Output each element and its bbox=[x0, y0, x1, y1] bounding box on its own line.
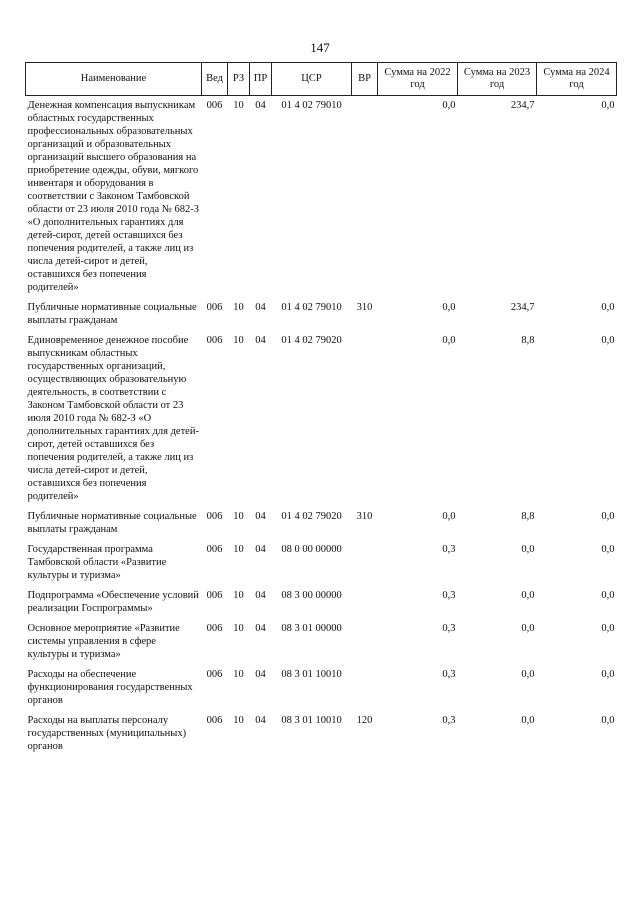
header-ved: Вед bbox=[202, 63, 228, 96]
header-sum-2024: Сумма на 2024 год bbox=[537, 63, 617, 96]
row-pr: 04 bbox=[255, 715, 266, 726]
row-name: Подпрограмма «Обеспечение условий реализации Госпрограммы» bbox=[27, 590, 199, 614]
row-rz: 10 bbox=[233, 302, 244, 313]
row-ved: 006 bbox=[206, 623, 223, 634]
row-pr: 04 bbox=[255, 302, 266, 313]
row-sum-2024: 0,0 bbox=[601, 302, 615, 313]
row-sum-2024: 0,0 bbox=[601, 100, 615, 111]
table-row bbox=[26, 507, 617, 540]
row-ved: 006 bbox=[206, 715, 223, 726]
table-row bbox=[26, 540, 617, 586]
row-sum-2023: 0,0 bbox=[521, 544, 535, 555]
table-row bbox=[26, 331, 617, 507]
row-name: Основное мероприятие «Развитие системы управления в сфере культуры и туризма» bbox=[27, 623, 180, 660]
row-name: Расходы на обеспечение функционирования государственных органов bbox=[27, 669, 193, 706]
row-pr: 04 bbox=[255, 100, 266, 111]
row-csr: 01 4 02 79020 bbox=[281, 511, 342, 522]
row-sum-2023: 234,7 bbox=[510, 100, 535, 111]
row-rz: 10 bbox=[233, 511, 244, 522]
header-sum-2023: Сумма на 2023 год bbox=[458, 63, 537, 96]
header-name: Наименование bbox=[26, 63, 202, 96]
row-sum-2023: 0,0 bbox=[521, 623, 535, 634]
budget-table bbox=[25, 62, 617, 757]
table-row bbox=[26, 96, 617, 299]
row-name: Публичные нормативные социальные выплаты гражданам bbox=[27, 302, 197, 326]
row-sum-2023: 0,0 bbox=[521, 669, 535, 680]
row-csr: 08 0 00 00000 bbox=[281, 544, 342, 555]
header-csr: ЦСР bbox=[272, 63, 352, 96]
row-rz: 10 bbox=[233, 335, 244, 346]
row-vr bbox=[352, 331, 378, 507]
row-pr: 04 bbox=[255, 590, 266, 601]
row-sum-2022: 0,3 bbox=[442, 623, 456, 634]
row-vr bbox=[352, 665, 378, 711]
row-sum-2023: 8,8 bbox=[521, 511, 535, 522]
row-ved: 006 bbox=[206, 100, 223, 111]
row-sum-2024: 0,0 bbox=[601, 715, 615, 726]
row-ved: 006 bbox=[206, 669, 223, 680]
row-sum-2024: 0,0 bbox=[601, 590, 615, 601]
row-csr: 01 4 02 79010 bbox=[281, 302, 342, 313]
row-csr: 01 4 02 79010 bbox=[281, 100, 342, 111]
row-sum-2024: 0,0 bbox=[601, 511, 615, 522]
row-sum-2023: 8,8 bbox=[521, 335, 535, 346]
row-vr bbox=[352, 540, 378, 586]
row-sum-2022: 0,0 bbox=[442, 335, 456, 346]
row-rz: 10 bbox=[233, 669, 244, 680]
row-pr: 04 bbox=[255, 669, 266, 680]
row-sum-2022: 0,3 bbox=[442, 544, 456, 555]
row-pr: 04 bbox=[255, 511, 266, 522]
row-vr bbox=[352, 619, 378, 665]
row-ved: 006 bbox=[206, 544, 223, 555]
header-pr: ПР bbox=[250, 63, 272, 96]
row-sum-2024: 0,0 bbox=[601, 544, 615, 555]
row-sum-2023: 0,0 bbox=[521, 590, 535, 601]
table-row bbox=[26, 298, 617, 331]
row-rz: 10 bbox=[233, 100, 244, 111]
row-rz: 10 bbox=[233, 590, 244, 601]
page-number: 147 bbox=[310, 40, 330, 55]
row-vr bbox=[352, 586, 378, 619]
row-sum-2024: 0,0 bbox=[601, 669, 615, 680]
row-sum-2023: 234,7 bbox=[510, 302, 535, 313]
row-vr: 120 bbox=[356, 715, 373, 726]
row-name: Единовременное денежное пособие выпускникам областных государственных организаций, осуществляющих образовательную деятельность, в соответствии с Законом Тамбовской области от 23 июля 2010 года № 682-З «О дополнительных гарантиях для детей-сирот, детей оставшихся без попечения родителей, а также лиц из числа детей-сирот и детей, оставшихся без попечения родителей» bbox=[27, 335, 199, 502]
row-csr: 08 3 01 10010 bbox=[281, 715, 342, 726]
row-sum-2023: 0,0 bbox=[521, 715, 535, 726]
row-sum-2024: 0,0 bbox=[601, 623, 615, 634]
row-rz: 10 bbox=[233, 544, 244, 555]
row-csr: 08 3 01 00000 bbox=[281, 623, 342, 634]
row-vr bbox=[352, 96, 378, 299]
table-row bbox=[26, 586, 617, 619]
row-ved: 006 bbox=[206, 335, 223, 346]
row-ved: 006 bbox=[206, 302, 223, 313]
row-sum-2024: 0,0 bbox=[601, 335, 615, 346]
row-sum-2022: 0,3 bbox=[442, 715, 456, 726]
row-csr: 08 3 01 10010 bbox=[281, 669, 342, 680]
row-sum-2022: 0,0 bbox=[442, 100, 456, 111]
header-rz: РЗ bbox=[228, 63, 250, 96]
header-sum-2022: Сумма на 2022 год bbox=[378, 63, 458, 96]
row-ved: 006 bbox=[206, 511, 223, 522]
row-vr: 310 bbox=[356, 302, 373, 313]
row-name: Публичные нормативные социальные выплаты гражданам bbox=[27, 511, 197, 535]
row-ved: 006 bbox=[206, 590, 223, 601]
row-sum-2022: 0,0 bbox=[442, 511, 456, 522]
row-rz: 10 bbox=[233, 715, 244, 726]
row-name: Государственная программа Тамбовской области «Развитие культуры и туризма» bbox=[27, 544, 167, 581]
row-csr: 08 3 00 00000 bbox=[281, 590, 342, 601]
row-name: Денежная компенсация выпускникам областных государственных профессиональных образовательных организаций и образовательных организаций высшего образования на приобретение одежды, обуви, мягкого инвентаря и оборудования в соответствии с Законом Тамбовской области от 23 июля 2010 года № 682-З «О дополнительных гарантиях для детей-сирот, детей оставшихся без попечения родителей, а также лиц из числа детей-сирот и детей, оставшихся без попечения родителей» bbox=[27, 100, 199, 293]
table-row bbox=[26, 619, 617, 665]
row-pr: 04 bbox=[255, 544, 266, 555]
table-row bbox=[26, 665, 617, 711]
header-vr: ВР bbox=[352, 63, 378, 96]
row-pr: 04 bbox=[255, 623, 266, 634]
row-pr: 04 bbox=[255, 335, 266, 346]
row-rz: 10 bbox=[233, 623, 244, 634]
row-sum-2022: 0,0 bbox=[442, 302, 456, 313]
row-sum-2022: 0,3 bbox=[442, 590, 456, 601]
table-header-row bbox=[26, 63, 617, 96]
row-sum-2022: 0,3 bbox=[442, 669, 456, 680]
table-row bbox=[26, 711, 617, 757]
row-vr: 310 bbox=[356, 511, 373, 522]
row-csr: 01 4 02 79020 bbox=[281, 335, 342, 346]
row-name: Расходы на выплаты персоналу государственных (муниципальных) органов bbox=[27, 715, 187, 752]
